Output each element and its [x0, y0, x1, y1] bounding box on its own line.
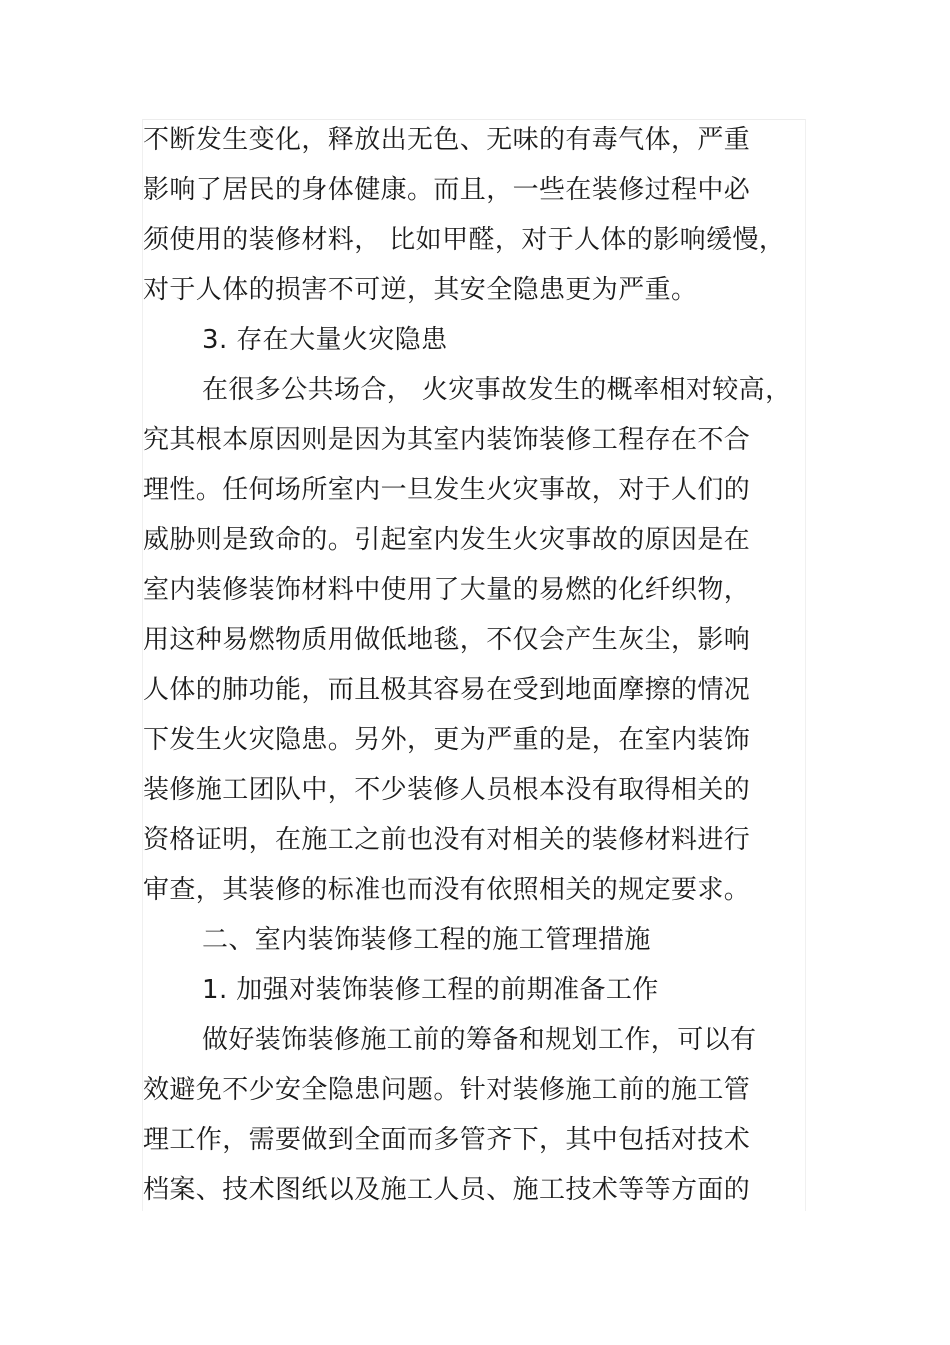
body-line: 档案、技术图纸以及施工人员、施工技术等等方面的	[143, 1175, 751, 1205]
body-line: 用这种易燃物质用做低地毯，不仅会产生灰尘，影响	[143, 625, 751, 655]
subsection-heading: 1. 加强对装饰装修工程的前期准备工作	[202, 975, 659, 1005]
body-line: 究其根本原因则是因为其室内装饰装修工程存在不合	[143, 425, 751, 455]
body-line: 效避免不少安全隐患问题。针对装修施工前的施工管	[143, 1075, 751, 1105]
body-line: 对于人体的损害不可逆，其安全隐患更为严重。	[143, 275, 698, 305]
body-line: 装修施工团队中，不少装修人员根本没有取得相关的	[143, 775, 751, 805]
paragraph-first-line: 在很多公共场合， 火灾事故发生的概率相对较高，	[202, 375, 792, 405]
body-line: 审查，其装修的标准也而没有依照相关的规定要求。	[143, 875, 751, 905]
paragraph-first-line: 做好装饰装修施工前的筹备和规划工作，可以有	[202, 1025, 757, 1055]
body-line: 室内装修装饰材料中使用了大量的易燃的化纤织物，	[143, 575, 751, 605]
body-line: 影响了居民的身体健康。而且，一些在装修过程中必	[143, 175, 751, 205]
body-line: 威胁则是致命的。引起室内发生火灾事故的原因是在	[143, 525, 751, 555]
body-line: 人体的肺功能，而且极其容易在受到地面摩擦的情况	[143, 675, 751, 705]
body-line: 理工作，需要做到全面而多管齐下，其中包括对技术	[143, 1125, 751, 1155]
body-line: 须使用的装修材料， 比如甲醛，对于人体的影响缓慢，	[143, 225, 786, 255]
subsection-heading: 3. 存在大量火灾隐患	[202, 325, 448, 355]
body-line: 下发生火灾隐患。另外，更为严重的是，在室内装饰	[143, 725, 751, 755]
section-heading: 二、室内装饰装修工程的施工管理措施	[202, 925, 651, 955]
body-line: 资格证明，在施工之前也没有对相关的装修材料进行	[143, 825, 751, 855]
body-line: 不断发生变化，释放出无色、无味的有毒气体，严重	[143, 125, 751, 155]
body-line: 理性。任何场所室内一旦发生火灾事故，对于人们的	[143, 475, 751, 505]
